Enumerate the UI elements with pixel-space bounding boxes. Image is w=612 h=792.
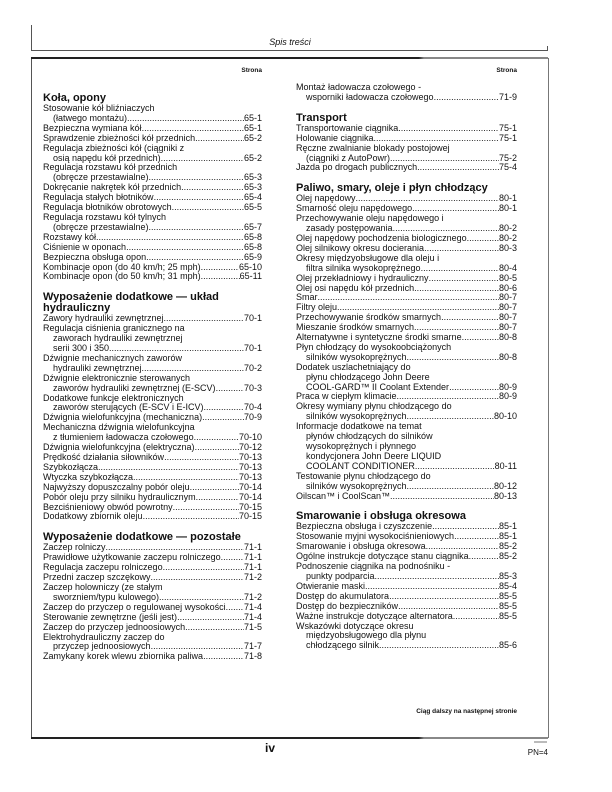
entry-title-line: Stosowanie myjni wysokociśnieniowych bbox=[296, 531, 455, 542]
frame-bottom-rule bbox=[31, 737, 548, 739]
entry-page-ref[interactable]: 71-1 bbox=[243, 562, 262, 573]
pn-label: PN=4 bbox=[527, 748, 548, 757]
dot-leader bbox=[194, 433, 239, 443]
section-heading: Koła, opony bbox=[43, 92, 106, 104]
toc-section bbox=[296, 511, 517, 651]
entry-page-ref[interactable]: 80-7 bbox=[498, 302, 517, 313]
dot-leader bbox=[177, 613, 244, 623]
dot-leader bbox=[173, 503, 239, 513]
entry-page-ref[interactable]: 65-3 bbox=[243, 172, 262, 183]
entry-title-line: Oilscan™ i CoolScan™ bbox=[296, 490, 391, 501]
entry-page-ref[interactable]: 65-7 bbox=[243, 221, 262, 232]
entry-title-line: zaworów hydrauliki zewnętrznej (E-SCV) bbox=[53, 382, 216, 393]
toc-entry[interactable] bbox=[296, 622, 517, 652]
dot-leader bbox=[221, 553, 244, 563]
toc-entry[interactable] bbox=[296, 422, 517, 472]
entry-page-ref[interactable]: 71-8 bbox=[243, 651, 262, 662]
header-rule-left bbox=[31, 25, 32, 51]
entry-title-line: Smarność oleju napędowego bbox=[296, 203, 413, 214]
dot-leader bbox=[204, 403, 244, 413]
entry-page-ref[interactable]: 80-11 bbox=[494, 460, 517, 471]
entry-page-ref[interactable]: 70-13 bbox=[238, 452, 262, 462]
entry-title-line: przyczep jednoosiowych bbox=[53, 641, 151, 652]
entry-title-line: Bezpieczna obsługa opon bbox=[43, 251, 147, 262]
entry-last-line bbox=[296, 163, 517, 173]
entry-title-line: Smarowanie i obsługa okresowa bbox=[296, 541, 426, 552]
entry-page-ref[interactable]: 65-3 bbox=[243, 182, 262, 193]
toc-entry[interactable] bbox=[296, 83, 517, 103]
dot-leader bbox=[414, 284, 499, 294]
toc-section bbox=[296, 83, 517, 103]
entry-title-line: (łatwego montażu) bbox=[53, 112, 128, 123]
entry-title-line: płynów chłodzących do silników bbox=[306, 431, 433, 442]
page-column-label: Strona bbox=[241, 67, 262, 74]
dot-leader bbox=[195, 443, 239, 453]
entry-title-line: Sterowanie zewnętrzne (jeśli jest) bbox=[43, 611, 178, 622]
entry-title-line: Wtyczka szybkozłącza bbox=[43, 471, 134, 482]
entry-title-line: zaworach hydrauliki zewnętrznej bbox=[53, 333, 183, 344]
dot-leader bbox=[151, 573, 244, 583]
frame-top-rule bbox=[31, 57, 548, 59]
header-rule-right bbox=[547, 46, 548, 51]
entry-title-line: Zawory hydrauliki zewnętrznej bbox=[43, 313, 164, 324]
entry-title-line: Dodatkowy zbiornik oleju bbox=[43, 511, 143, 522]
dot-leader bbox=[190, 483, 239, 493]
entry-page-ref[interactable]: 80-2 bbox=[498, 223, 517, 234]
entry-page-ref[interactable]: 70-4 bbox=[243, 402, 262, 413]
entry-title-line: Kombinacje opon (do 40 km/h; 25 mph) bbox=[43, 261, 201, 272]
entry-page-ref[interactable]: 70-10 bbox=[238, 432, 262, 443]
entry-title-line: serii 300 i 350 bbox=[53, 343, 110, 354]
entry-title-line: Dźwignie mechanicznych zaworów bbox=[43, 352, 183, 363]
entry-title-line: Podnoszenie ciągnika na podnośniku - bbox=[296, 561, 451, 572]
entry-title-line: Dźwignie elektronicznie sterowanych bbox=[43, 372, 191, 383]
entry-title-line: płynu chłodzącego John Deere bbox=[306, 371, 430, 382]
entry-title-line: Kombinacje opon (do 50 km/h; 31 mph) bbox=[43, 271, 201, 282]
toc-entry[interactable] bbox=[43, 623, 262, 633]
dot-leader bbox=[127, 114, 244, 124]
entry-title-line: Prędkość działania siłowników bbox=[43, 452, 165, 462]
dot-leader bbox=[421, 264, 499, 274]
entry-title-line: Okresy wymiany płynu chłodzącego do bbox=[296, 401, 452, 412]
entry-page-ref[interactable]: 75-1 bbox=[498, 132, 517, 143]
entry-title-line: Dodatkowe funkcje elektronicznych bbox=[43, 392, 184, 403]
entry-title-line: Regulacja błotników obrotowych bbox=[43, 202, 172, 213]
entry-page-ref[interactable]: 65-8 bbox=[243, 241, 262, 252]
entry-page-ref[interactable]: 70-13 bbox=[238, 471, 262, 482]
entry-title-line: hydrauliki zewnętrznej bbox=[53, 362, 142, 373]
dot-leader bbox=[201, 272, 240, 282]
entry-title-line: Dokręcanie nakrętek kół przednich bbox=[43, 182, 182, 193]
dot-leader bbox=[462, 333, 499, 343]
entry-title-line: Wskazówki dotyczące okresu bbox=[296, 620, 414, 631]
entry-title-line: Holowanie ciągnika bbox=[296, 132, 374, 143]
entry-title-line: Smar bbox=[296, 292, 318, 303]
entry-title-line: Transportowanie ciągnika bbox=[296, 122, 399, 133]
toc-entry[interactable] bbox=[296, 274, 517, 284]
section-heading: Wyposażenie dodatkowe — układ hydrauliczny bbox=[43, 291, 219, 315]
toc-entry[interactable] bbox=[43, 163, 262, 183]
dot-leader bbox=[216, 384, 244, 394]
entry-title-line: wysokoprężnych i płynnego bbox=[306, 441, 417, 451]
entry-page-ref[interactable]: 71-2 bbox=[243, 572, 262, 583]
entry-title-line: z tłumieniem ładowacza czołowego bbox=[53, 432, 194, 443]
entry-title-line: międzyobsługowego dla płynu bbox=[306, 630, 427, 641]
entry-page-ref[interactable]: 71-2 bbox=[243, 591, 262, 602]
dot-leader bbox=[429, 274, 499, 284]
entry-title-line: sworzniem/typu kulowego) bbox=[53, 591, 160, 602]
entry-page-ref[interactable]: 75-4 bbox=[498, 162, 517, 173]
toc-entry[interactable] bbox=[296, 402, 517, 422]
dot-leader bbox=[417, 163, 499, 173]
entry-title-line: Dźwignia wielofunkcyjna (elektryczna) bbox=[43, 442, 195, 453]
dot-leader bbox=[172, 203, 244, 213]
dot-leader bbox=[202, 413, 244, 423]
dot-leader bbox=[143, 512, 239, 522]
toc-entry[interactable] bbox=[296, 214, 517, 234]
entry-title-line: Mechaniczna dźwignia wielofunkcyjna bbox=[43, 422, 195, 433]
entry-page-ref[interactable]: 80-8 bbox=[498, 351, 517, 362]
section-heading: Paliwo, smary, oleje i płyn chłodzący bbox=[296, 182, 488, 195]
toc-entry[interactable] bbox=[43, 423, 262, 443]
entry-page-ref[interactable]: 80-7 bbox=[498, 322, 517, 333]
entry-page-ref[interactable]: 65-1 bbox=[243, 112, 262, 123]
toc-section bbox=[296, 113, 517, 174]
entry-page-ref[interactable]: 65-9 bbox=[243, 251, 262, 262]
entry-title-line: Dostęp do bezpieczników bbox=[296, 600, 399, 611]
entry-page-ref[interactable]: 85-2 bbox=[498, 551, 517, 562]
entry-page-ref[interactable]: 75-2 bbox=[498, 152, 517, 163]
continued-note: Ciąg dalszy na następnej stronie bbox=[416, 708, 517, 715]
entry-title-line: Dźwignia wielofunkcyjna (mechaniczna) bbox=[43, 412, 203, 423]
toc-entry[interactable] bbox=[43, 583, 262, 603]
entry-title-line: Praca w ciepłym klimacie bbox=[296, 391, 397, 402]
dot-leader bbox=[149, 223, 244, 233]
entry-title-line: Montaż ładowacza czołowego - bbox=[296, 82, 422, 92]
dot-leader bbox=[407, 353, 499, 363]
toc-entry[interactable] bbox=[43, 324, 262, 354]
entry-title-line: Regulacja zbieżności kół (ciągniki z bbox=[43, 142, 185, 153]
dot-leader bbox=[441, 313, 499, 323]
entry-title-line: punkty podparcia bbox=[306, 570, 375, 581]
entry-page-ref[interactable]: 70-1 bbox=[243, 313, 262, 324]
entry-title-line: zasady postępowania bbox=[306, 223, 393, 234]
entry-page-ref[interactable]: 70-15 bbox=[238, 501, 262, 512]
entry-title-line: chłodzącego silnik bbox=[306, 640, 380, 651]
entry-title-line: silników wysokoprężnych bbox=[306, 351, 407, 362]
toc-entry[interactable] bbox=[296, 612, 517, 622]
entry-page-ref[interactable]: 65-5 bbox=[243, 202, 262, 213]
entry-page-ref[interactable]: 85-3 bbox=[498, 570, 517, 581]
entry-title-line: Olej osi napędu kół przednich bbox=[296, 282, 415, 293]
entry-page-ref[interactable]: 80-13 bbox=[493, 490, 517, 501]
entry-page-ref[interactable]: 80-1 bbox=[498, 193, 517, 204]
entry-page-ref[interactable]: 71-9 bbox=[498, 91, 517, 102]
entry-page-ref[interactable]: 70-3 bbox=[243, 382, 262, 393]
entry-title-line: Regulacja stałych błotników bbox=[43, 192, 154, 203]
entry-title-line: Mieszanie środków smarnych bbox=[296, 322, 415, 333]
entry-page-ref[interactable]: 80-10 bbox=[493, 411, 517, 422]
dot-leader bbox=[226, 603, 244, 613]
entry-page-ref[interactable]: 70-1 bbox=[243, 343, 262, 354]
entry-last-line bbox=[296, 274, 517, 284]
entry-last-line bbox=[43, 623, 262, 633]
toc-entry[interactable] bbox=[43, 374, 262, 394]
entry-page-ref[interactable]: 80-7 bbox=[498, 312, 517, 323]
dot-leader bbox=[467, 234, 499, 244]
entry-title-line: Jazda po drogach publicznych bbox=[296, 162, 418, 173]
entry-title-line: Przechowywanie oleju napędowego i bbox=[296, 213, 444, 224]
entry-page-ref[interactable]: 80-6 bbox=[498, 282, 517, 293]
dot-leader bbox=[375, 572, 499, 582]
dot-leader bbox=[181, 183, 244, 193]
entry-page-ref[interactable]: 75-1 bbox=[498, 122, 517, 133]
entry-page-ref[interactable]: 70-15 bbox=[238, 511, 262, 522]
entry-page-ref[interactable]: 71-7 bbox=[243, 641, 262, 652]
entry-page-ref[interactable]: 80-2 bbox=[498, 232, 517, 243]
entry-title-line: Alternatywne i syntetyczne środki smarne bbox=[296, 332, 462, 343]
entry-last-line bbox=[43, 253, 262, 263]
entry-page-ref[interactable]: 85-4 bbox=[498, 580, 517, 591]
entry-title-line: Olej silnikowy okresu docierania bbox=[296, 242, 425, 253]
entry-title-line: Otwieranie maski bbox=[296, 580, 366, 591]
entry-page-ref[interactable]: 65-11 bbox=[239, 271, 262, 282]
dot-leader bbox=[389, 592, 499, 602]
entry-title-line: wsporniki ładowacza czołowego bbox=[306, 91, 434, 102]
entry-title-line: Okresy międzyobsługowe dla oleju i bbox=[296, 252, 440, 263]
entry-page-ref[interactable]: 65-2 bbox=[243, 152, 262, 163]
entry-title-line: Zamykany korek wlewu zbiornika paliwa bbox=[43, 651, 204, 662]
entry-title-line: zaworów sterujących (E-SCV i E-ICV) bbox=[53, 402, 204, 413]
header-rule bbox=[31, 50, 548, 51]
entry-page-ref[interactable]: 85-5 bbox=[498, 600, 517, 611]
entry-page-ref[interactable]: 85-2 bbox=[498, 541, 517, 552]
entry-title-line: Regulacja rozstawu kół tylnych bbox=[43, 211, 167, 222]
entry-title-line: Regulacja ciśnienia granicznego na bbox=[43, 323, 185, 334]
entry-page-ref[interactable]: 85-6 bbox=[498, 640, 517, 651]
dot-leader bbox=[185, 623, 244, 633]
entry-title-line: Zaczep do przyczep o regulowanej wysokości bbox=[43, 601, 226, 612]
dot-leader bbox=[407, 482, 494, 492]
entry-page-ref[interactable]: 65-1 bbox=[243, 122, 262, 133]
entry-title-line: Zaczep rolniczy bbox=[43, 542, 106, 553]
dot-leader bbox=[453, 612, 499, 622]
entry-page-ref[interactable]: 85-5 bbox=[498, 590, 517, 601]
entry-title-line: (obręcze przestawialne) bbox=[53, 221, 149, 232]
entry-title-line: Ogólne instrukcje dotyczące stanu ciągnika bbox=[296, 551, 469, 562]
entry-title-line: kondycjonera John Deere LIQUID bbox=[306, 450, 442, 461]
dot-leader bbox=[390, 492, 494, 502]
entry-page-ref[interactable]: 70-9 bbox=[243, 412, 262, 423]
entry-page-ref[interactable]: 65-10 bbox=[238, 261, 262, 272]
toc-section bbox=[43, 292, 262, 522]
entry-last-line bbox=[296, 612, 517, 622]
entry-page-ref[interactable]: 71-1 bbox=[243, 552, 262, 563]
dot-leader bbox=[379, 641, 499, 651]
entry-title-line: COOLANT CONDITIONER bbox=[306, 460, 415, 471]
entry-page-ref[interactable]: 65-2 bbox=[243, 132, 262, 143]
dot-leader bbox=[201, 263, 239, 273]
entry-title-line: Ciśnienie w oponach bbox=[43, 241, 127, 252]
dot-leader bbox=[195, 134, 244, 144]
running-header-title: Spis treści bbox=[269, 37, 311, 47]
entry-page-ref[interactable]: 85-1 bbox=[498, 521, 517, 532]
toc-entry[interactable] bbox=[296, 343, 517, 363]
entry-title-line: Płyn chłodzący do wysokoobciążonych bbox=[296, 341, 452, 352]
entry-title-line: Regulacja rozstawu kół przednich bbox=[43, 162, 178, 173]
entry-page-ref[interactable]: 71-1 bbox=[243, 542, 262, 553]
toc-entry[interactable] bbox=[296, 254, 517, 274]
entry-title-line: Najwyższy dopuszczalny pobór oleju bbox=[43, 481, 190, 492]
page-column-label: Strona bbox=[496, 67, 517, 74]
entry-last-line bbox=[43, 652, 262, 662]
entry-last-line bbox=[296, 93, 517, 103]
entry-page-ref[interactable]: 80-9 bbox=[498, 391, 517, 402]
toc-entry[interactable] bbox=[43, 394, 262, 414]
toc-entry[interactable] bbox=[43, 272, 262, 282]
entry-page-ref[interactable]: 80-9 bbox=[498, 381, 517, 392]
toc-entry[interactable] bbox=[296, 472, 517, 492]
dot-leader bbox=[196, 493, 239, 503]
toc-section bbox=[43, 93, 262, 282]
entry-page-ref[interactable]: 70-2 bbox=[243, 362, 262, 373]
entry-title-line: Szybkozłącza bbox=[43, 461, 99, 472]
dot-leader bbox=[146, 253, 244, 263]
entry-page-ref[interactable]: 80-3 bbox=[498, 242, 517, 253]
entry-page-ref[interactable]: 65-4 bbox=[243, 192, 262, 203]
toc-entry[interactable] bbox=[296, 562, 517, 582]
entry-page-ref[interactable]: 85-5 bbox=[498, 610, 517, 621]
dot-leader bbox=[164, 453, 239, 463]
entry-title-line: filtra silnika wysokoprężnego bbox=[306, 262, 421, 273]
dot-leader bbox=[434, 93, 499, 103]
entry-title-line: Ręczne zwalnianie blokady postojowej bbox=[296, 142, 450, 153]
entry-title-line: Pobór oleju przy silniku hydraulicznym bbox=[43, 491, 196, 502]
document-code-mark bbox=[534, 741, 547, 743]
entry-title-line: Testowanie płynu chłodzącego do bbox=[296, 470, 431, 481]
entry-title-line: (ciągniki z AutoPowr) bbox=[306, 152, 391, 163]
entry-title-line: Regulacja zaczepu rolniczego bbox=[43, 562, 163, 573]
entry-title-line: Olej przekładniowy i hydrauliczny bbox=[296, 272, 429, 283]
entry-page-ref[interactable]: 80-5 bbox=[498, 272, 517, 283]
entry-title-line: silników wysokoprężnych bbox=[306, 411, 407, 422]
entry-page-ref[interactable]: 70-13 bbox=[238, 461, 262, 472]
entry-last-line bbox=[296, 284, 517, 294]
dot-leader bbox=[203, 652, 244, 662]
entry-page-ref[interactable]: 70-14 bbox=[238, 481, 262, 492]
entry-title-line: Przechowywanie środków smarnych bbox=[296, 312, 442, 323]
toc-entry[interactable] bbox=[43, 633, 262, 653]
entry-title-line: Bezpieczna wymiana kół bbox=[43, 122, 142, 133]
entry-page-ref[interactable]: 80-1 bbox=[498, 203, 517, 214]
dot-leader bbox=[449, 383, 499, 393]
entry-title-line: Rozstawy kół bbox=[43, 231, 97, 242]
dot-leader bbox=[398, 124, 499, 134]
entry-last-line bbox=[296, 641, 517, 651]
toc-entry[interactable] bbox=[296, 163, 517, 173]
entry-page-ref[interactable]: 80-7 bbox=[498, 292, 517, 303]
entry-title-line: Filtry oleju bbox=[296, 302, 338, 313]
entry-page-ref[interactable]: 71-5 bbox=[243, 621, 262, 632]
section-heading: Transport bbox=[296, 111, 347, 124]
dot-leader bbox=[469, 552, 499, 562]
entry-title-line: Stosowanie kół bliźniaczych bbox=[43, 103, 155, 113]
section-heading: Smarowanie i obsługa okresowa bbox=[296, 510, 466, 523]
entry-page-ref[interactable]: 80-4 bbox=[498, 262, 517, 273]
entry-title-line: Informacje dodatkowe na temat bbox=[296, 421, 422, 432]
entry-page-ref[interactable]: 80-8 bbox=[498, 332, 517, 343]
entry-last-line bbox=[43, 272, 262, 282]
entry-page-ref[interactable]: 70-14 bbox=[238, 491, 262, 502]
toc-entry[interactable] bbox=[43, 354, 262, 374]
dot-leader bbox=[318, 293, 499, 303]
toc-entry[interactable] bbox=[43, 213, 262, 233]
entry-title-line: Prawidłowe użytkowanie zaczepu rolniczego bbox=[43, 552, 221, 563]
entry-last-line bbox=[296, 492, 517, 502]
entry-page-ref[interactable]: 70-12 bbox=[238, 442, 262, 453]
entry-title-line: Zaczep do przyczep jednoosiowych bbox=[43, 621, 186, 632]
entry-title-line: Ważne instrukcje dotyczące alternatora bbox=[296, 610, 453, 621]
entry-title-line: Bezpieczna obsługa i czyszczenie bbox=[296, 521, 433, 532]
dot-leader bbox=[454, 532, 499, 542]
toc-entry[interactable] bbox=[296, 492, 517, 502]
entry-page-ref[interactable]: 65-8 bbox=[243, 231, 262, 242]
toc-entry[interactable] bbox=[43, 144, 262, 164]
entry-page-ref[interactable]: 71-4 bbox=[243, 601, 262, 612]
entry-title-line: Zaczep holowniczy (ze stałym bbox=[43, 581, 163, 592]
toc-column-right bbox=[296, 66, 517, 651]
entry-title-line: Olej napędowy pochodzenia biologicznego bbox=[296, 232, 467, 243]
toc-entry[interactable] bbox=[43, 253, 262, 263]
entry-title-line: Sprawdzenie zbieżności kół przednich bbox=[43, 132, 196, 143]
entry-title-line: Olej napędowy bbox=[296, 193, 356, 204]
toc-entry[interactable] bbox=[296, 144, 517, 164]
toc-section bbox=[296, 183, 517, 501]
entry-title-line: Dodatek uszlachetniający do bbox=[296, 361, 411, 372]
entry-title-line: COOL-GARD™ II Coolant Extender bbox=[306, 381, 450, 392]
entry-title-line: osią napędu kół przednich) bbox=[53, 152, 161, 163]
toc-entry[interactable] bbox=[296, 284, 517, 294]
entry-title-line: (obręcze przestawialne) bbox=[53, 172, 149, 183]
toc-entry[interactable] bbox=[43, 652, 262, 662]
entry-title-line: Elektrohydrauliczny zaczep do bbox=[43, 631, 165, 642]
toc-section bbox=[43, 532, 262, 662]
toc-entry[interactable] bbox=[296, 363, 517, 393]
entry-title-line: Bezciśnieniowy obwód powrotny bbox=[43, 501, 173, 512]
dot-leader bbox=[163, 563, 244, 573]
entry-page-ref[interactable]: 80-12 bbox=[493, 480, 517, 491]
entry-title-line: Przedni zaczep szczękowy bbox=[43, 572, 151, 583]
toc-column-left bbox=[43, 66, 262, 662]
toc-entry[interactable] bbox=[43, 512, 262, 522]
entry-page-ref[interactable]: 71-4 bbox=[243, 611, 262, 622]
section-heading: Wyposażenie dodatkowe — pozostałe bbox=[43, 531, 241, 544]
toc-entry[interactable] bbox=[43, 104, 262, 124]
entry-title-line: silników wysokoprężnych bbox=[306, 480, 407, 491]
entry-page-ref[interactable]: 85-1 bbox=[498, 531, 517, 542]
entry-title-line: Dostęp do akumulatora bbox=[296, 590, 390, 601]
page-number: iv bbox=[265, 741, 276, 755]
entry-last-line bbox=[43, 512, 262, 522]
